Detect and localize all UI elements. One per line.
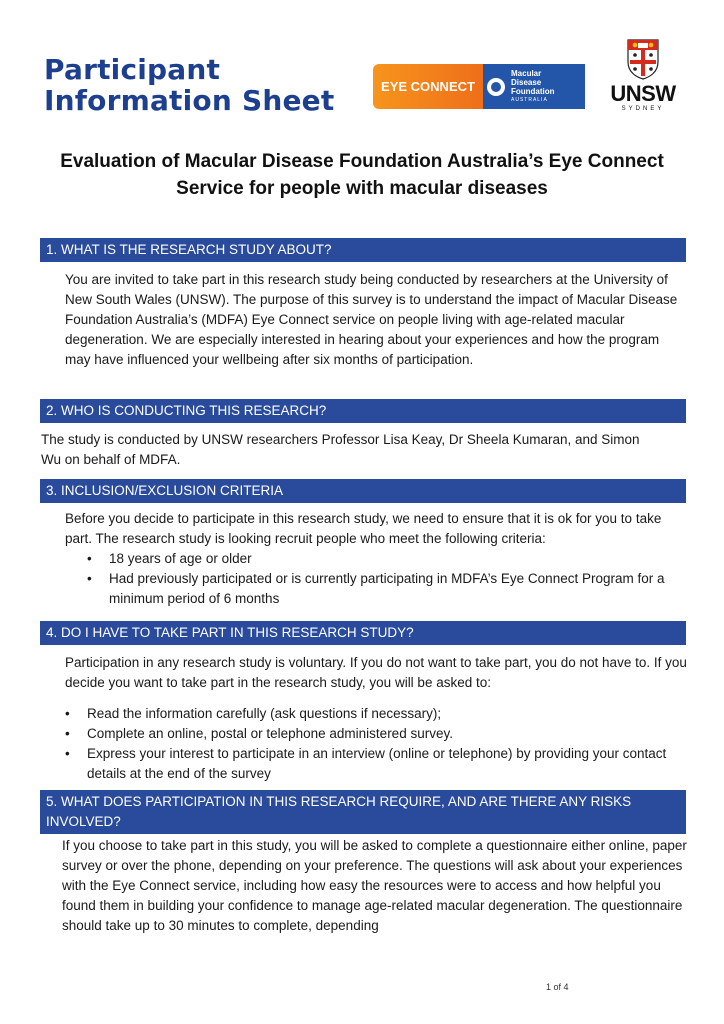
mdfa-line4: AUSTRALIA [511, 96, 548, 103]
section-4-body: Participation in any research study is voluntary. If you do not want to take part, you do not have to. If you decide you want to take part in the research study, you will be asked to: [65, 655, 687, 690]
sheet-title-line2: Information Sheet [44, 84, 335, 117]
section-4-heading: 4. DO I HAVE TO TAKE PART IN THIS RESEARCH STUDY? [40, 621, 686, 645]
document-title: Evaluation of Macular Disease Foundation Australia’s Eye Connect Service for people with macular diseases [60, 151, 664, 199]
section-3-criteria-list [87, 549, 687, 609]
unsw-logo [603, 38, 683, 112]
section-5-heading: 5. WHAT DOES PARTICIPATION IN THIS RESEARCH REQUIRE, AND ARE THERE ANY RISKS INVOLVED? [40, 790, 686, 834]
section-4-steps-list [65, 704, 687, 784]
unsw-sydney: SYDNEY [621, 106, 665, 112]
section-3-heading: 3. INCLUSION/EXCLUSION CRITERIA [40, 479, 686, 503]
mdfa-line1: Macular [511, 68, 542, 78]
sheet-title-line1: Participant [44, 53, 221, 86]
list-item: • Complete an online, postal or telephone administered survey. [65, 724, 687, 744]
sheet-title [44, 54, 334, 116]
unsw-crest-icon [626, 38, 660, 80]
section-5-body: If you choose to take part in this study, you will be asked to complete a questionnaire either online, paper survey or over the phone, depending on your preference. The questions will ask about your experiences with the Eye Connect service, including how easy the resources were to access and how helpful you found them in building your confidence to manage age-related macular degeneration. The questionnaire should take up to 30 minutes to complete, depending [62, 838, 687, 933]
eye-connect-label: EYE CONNECT [373, 64, 483, 109]
section-3-body: Before you decide to participate in this research study, we need to ensure that it is ok for you to take part. The research study is looking recruit people who meet the following criteria: [65, 511, 662, 546]
mdfa-line3: Foundation [511, 86, 555, 96]
mdfa-line2: Disease [511, 77, 542, 87]
mdfa-ring-icon [487, 78, 505, 96]
list-item: • 18 years of age or older [87, 549, 687, 569]
mdfa-logo [483, 64, 585, 109]
section-1-heading: 1. WHAT IS THE RESEARCH STUDY ABOUT? [40, 238, 686, 262]
unsw-wordmark: UNSW [610, 81, 676, 106]
page-number: 1 of 4 [546, 982, 569, 992]
eye-connect-logo [373, 64, 585, 109]
list-item: • Express your interest to participate in an interview (online or telephone) by providing your contact details at the end of the survey [65, 744, 687, 784]
section-2-body: The study is conducted by UNSW researchers Professor Lisa Keay, Dr Sheela Kumaran, and Simon Wu on behalf of MDFA. [41, 432, 640, 467]
section-2-heading: 2. WHO IS CONDUCTING THIS RESEARCH? [40, 399, 686, 423]
list-item: • Read the information carefully (ask questions if necessary); [65, 704, 687, 724]
section-1-body: You are invited to take part in this research study being conducted by researchers at the University of New South Wales (UNSW). The purpose of this survey is to understand the impact of Macular Disease Foundation Australia’s (MDFA) Eye Connect service on people living with age-related macular degeneration. We are especially interested in hearing about your experiences and how the program may have influenced your wellbeing after six months of participation. [65, 272, 678, 367]
list-item: • Had previously participated or is currently participating in MDFA’s Eye Connect Program for a minimum period of 6 months [87, 569, 687, 609]
